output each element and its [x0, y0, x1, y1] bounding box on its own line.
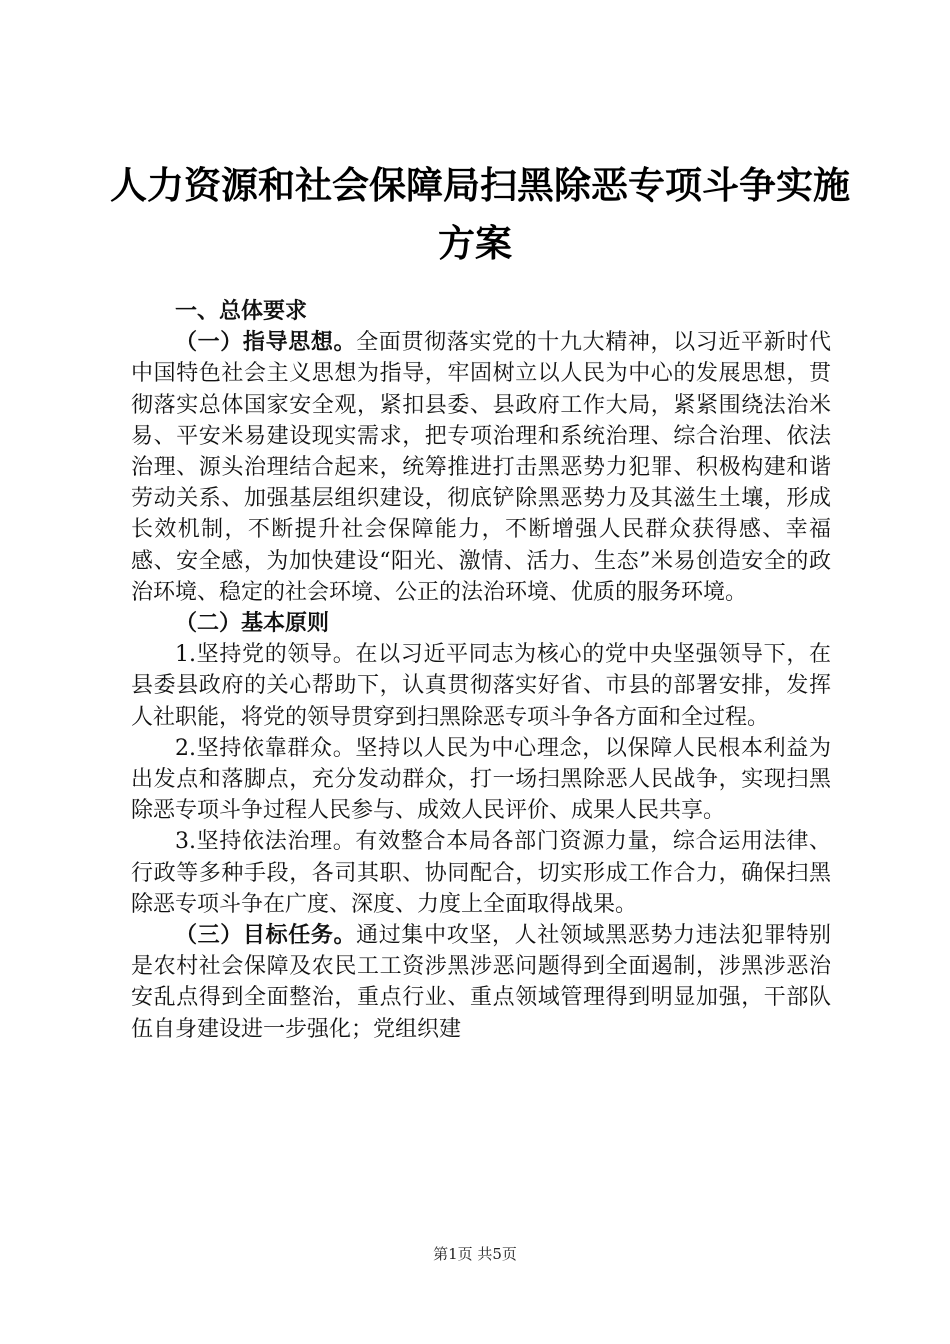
document-title-line2: 方案: [438, 222, 512, 265]
paragraph-heading-guiding-ideology: （一）指导思想。: [175, 330, 357, 356]
page-footer: 第1页 共5页: [433, 1245, 517, 1263]
paragraph-text-guiding-ideology: 全面贯彻落实党的十九大精神，以习近平新时代中国特色社会主义思想为指导，牢固树立以人民为中心的发展思想，贯彻落实总体国家安全观，紧扣县委、县政府工作大局，紧紧围绕法治米易、平安米易建设现实需求，把专项治理和系统治理、综合治理、依法治理、源头治理结合起来，统筹推进打击黑恶势力犯罪、积极构建和谐劳动关系、加强基层组织建设，彻底铲除黑恶势力及其滋生土壤，形成长效机制，不断提升社会保障能力，不断增强人民群众获得感、幸福感、安全感，为加快建设“阳光、激情、活力、生态”米易创造安全的政治环境、稳定的社会环境、公正的法治环境、优质的服务环境。: [131, 330, 831, 605]
document-body: [131, 296, 831, 1045]
paragraph-heading-goals-tasks: （三）目标任务。: [175, 923, 357, 949]
paragraph-guiding-ideology: [131, 327, 831, 608]
document-title-line1: 人力资源和社会保障局扫黑除恶专项斗争实施: [110, 164, 850, 207]
subheading-basic-principles: （二）基本原则: [175, 611, 330, 637]
principle-item-2: 2.坚持依靠群众。坚持以人民为中心理念，以保障人民根本利益为出发点和落脚点，充分发动群众，打一场扫黑除恶人民战争，实现扫黑除恶专项斗争过程人民参与、成效人民评价、成果人民共享。: [131, 735, 831, 824]
paragraph-goals-tasks: [131, 920, 831, 1045]
section-heading-overall-requirements: 一、总体要求: [175, 299, 308, 324]
paragraph-text-goals-tasks: 通过集中攻坚，人社领域黑恶势力违法犯罪特别是农村社会保障及农民工工资涉黑涉恶问题得到全面遏制，涉黑涉恶治安乱点得到全面整治，重点行业、重点领域管理得到明显加强，干部队伍自身建设进一步强化；党组织建: [131, 923, 831, 1042]
principle-item-1: 1.坚持党的领导。在以习近平同志为核心的党中央坚强领导下，在县委县政府的关心帮助下，认真贯彻落实好省、市县的部署安排，发挥人社职能，将党的领导贯穿到扫黑除恶专项斗争各方面和全过程。: [131, 642, 831, 730]
principle-item-3: 3.坚持依法治理。有效整合本局各部门资源力量，综合运用法律、行政等多种手段，各司其职、协同配合，切实形成工作合力，确保扫黑除恶专项斗争在广度、深度、力度上全面取得战果。: [131, 829, 831, 917]
